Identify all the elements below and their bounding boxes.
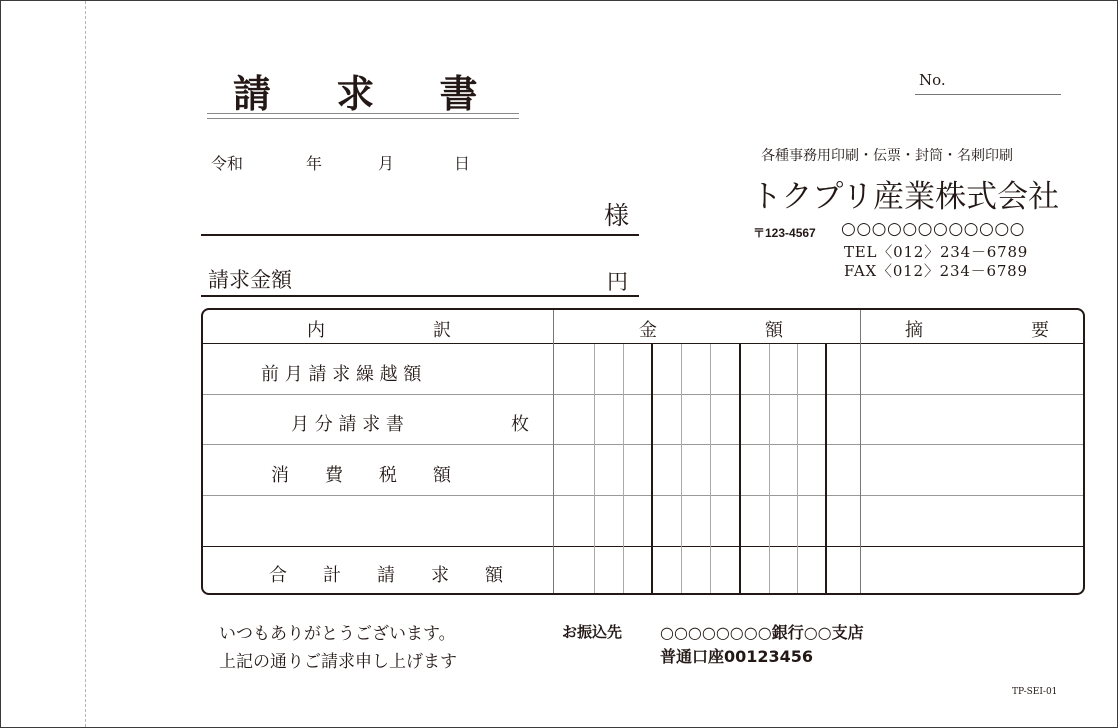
column-divider bbox=[553, 310, 554, 593]
issuer-postal: 〒123-4567 bbox=[753, 226, 816, 240]
digit-divider bbox=[623, 344, 624, 593]
issuer-tel: TEL〈012〉234－6789 bbox=[844, 243, 1029, 261]
row-divider bbox=[203, 495, 1083, 496]
digit-divider-major bbox=[825, 344, 827, 593]
header-amount: 金 額 bbox=[639, 320, 783, 341]
title-underline-2 bbox=[207, 118, 519, 119]
row-label-tax: 消 費 税 額 bbox=[271, 465, 451, 486]
header-note: 摘 要 bbox=[905, 320, 1049, 341]
total-divider bbox=[203, 546, 1083, 547]
issuer-company: トクプリ産業株式会社 bbox=[751, 179, 1060, 215]
title-underline bbox=[207, 113, 519, 114]
perforation-line bbox=[85, 1, 86, 727]
amount-line[interactable] bbox=[201, 295, 639, 297]
digit-divider bbox=[769, 344, 770, 593]
digit-divider-major bbox=[651, 344, 653, 593]
header-item: 内 訳 bbox=[307, 320, 451, 341]
bank-name: ○○○○○○○○銀行○○支店 bbox=[660, 623, 864, 642]
digit-divider-major bbox=[739, 344, 741, 593]
issuer-tagline: 各種事務用印刷・伝票・封筒・名刺印刷 bbox=[761, 148, 1013, 164]
thanks-message: いつもありがとうございます。 bbox=[219, 624, 456, 644]
row-divider bbox=[203, 394, 1083, 395]
bank-transfer-label: お振込先 bbox=[562, 623, 623, 641]
date-year: 年 bbox=[306, 154, 323, 173]
request-message: 上記の通りご請求申し上げます bbox=[219, 652, 457, 672]
number-line[interactable] bbox=[915, 94, 1061, 95]
header-divider bbox=[203, 343, 1083, 344]
date-month: 月 bbox=[378, 154, 395, 173]
recipient-line[interactable] bbox=[201, 234, 639, 236]
row-label-sheets: 枚 bbox=[511, 414, 529, 435]
bank-account: 普通口座00123456 bbox=[660, 647, 814, 666]
recipient-suffix: 様 bbox=[604, 201, 630, 230]
row-label-monthly: 月 分 請 求 書 bbox=[291, 414, 404, 435]
row-label-total: 合 計 請 求 額 bbox=[269, 565, 503, 586]
digit-divider bbox=[681, 344, 682, 593]
digit-divider bbox=[710, 344, 711, 593]
digit-divider bbox=[797, 344, 798, 593]
form-code: TP-SEI-01 bbox=[1012, 687, 1058, 697]
document-title: 請 求 書 bbox=[233, 71, 504, 116]
digit-divider bbox=[594, 344, 595, 593]
issuer-address: ○○○○○○○○○○○○ bbox=[841, 219, 1026, 239]
row-label-carryover: 前 月 請 求 繰 越 額 bbox=[261, 364, 422, 385]
column-divider bbox=[860, 310, 861, 593]
row-divider bbox=[203, 444, 1083, 445]
issuer-fax: FAX〈012〉234－6789 bbox=[844, 262, 1028, 280]
date-day: 日 bbox=[454, 154, 471, 173]
date-era: 令和 bbox=[211, 154, 244, 173]
number-label: No. bbox=[919, 71, 946, 89]
invoice-table bbox=[201, 308, 1085, 595]
yen-label: 円 bbox=[607, 270, 628, 294]
amount-label: 請求金額 bbox=[208, 268, 292, 292]
